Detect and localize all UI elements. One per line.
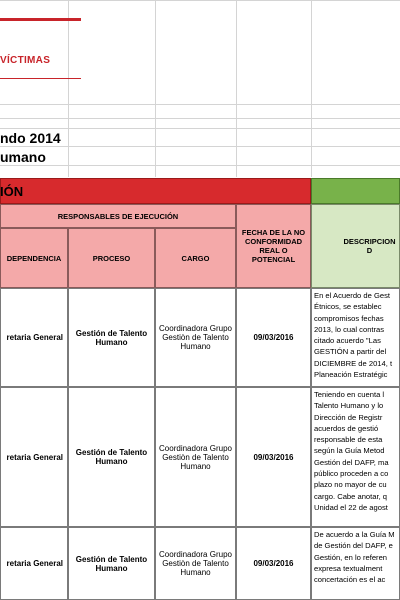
table-cell-fecha: 09/03/2016	[236, 527, 311, 600]
gridline	[0, 104, 400, 105]
table-cell-proceso: Gestión de Talento Humano	[68, 527, 155, 600]
execution-section-band	[0, 178, 311, 204]
responsables-header: RESPONSABLES DE EJECUCIÓN	[0, 204, 236, 228]
column-header-proceso: PROCESO	[68, 228, 155, 288]
gridline	[311, 0, 312, 177]
logo-text: VÍCTIMAS	[0, 55, 51, 66]
table-cell-descripcion: Teniendo en cuenta l Talento Humano y lo Dirección de Registr acuerdos de gestió responsable de esta según la Guía Metod Gestión del DAFP, ma público proceden a co plazo no mayor de cu cargo. Cabe anotar, q Unidad el 22 de agost	[311, 387, 400, 527]
table-cell-dependencia: retaria General	[0, 527, 68, 600]
column-header-dependencia: DEPENDENCIA	[0, 228, 68, 288]
table-cell-fecha: 09/03/2016	[236, 288, 311, 387]
table-cell-dependencia: retaria General	[0, 288, 68, 387]
logo-underline	[0, 78, 81, 79]
gridline	[68, 0, 69, 177]
sheet-subtitle: umano	[0, 149, 46, 165]
table-cell-descripcion: En el Acuerdo de Gest Étnicos, se establec compromisos fechas 2013, lo cual contras citado acuerdo "Las GESTIÓN a partir del DICIEMBRE de 2014, t Planeación Estratégic	[311, 288, 400, 387]
table-cell-cargo: Coordinadora Grupo Gestiòn de Talento Humano	[155, 288, 236, 387]
column-header-fecha: FECHA DE LA NO CONFORMIDAD REAL O POTENCIAL	[236, 204, 311, 288]
table-cell-cargo: Coordinadora Grupo Gestiòn de Talento Humano	[155, 527, 236, 600]
gridline	[0, 165, 400, 166]
logo-bar	[0, 18, 81, 21]
table-cell-descripcion: De acuerdo a la Guía M de Gestión del DAFP, e Gestión, en lo referen expresa textualment concertación es el ac	[311, 527, 400, 600]
table-cell-dependencia: retaria General	[0, 387, 68, 527]
table-cell-proceso: Gestión de Talento Humano	[68, 288, 155, 387]
table-cell-proceso: Gestión de Talento Humano	[68, 387, 155, 527]
sheet-title: ndo 2014	[0, 130, 61, 146]
execution-section-label: IÓN	[0, 184, 24, 199]
gridline	[236, 0, 237, 177]
gridline	[0, 118, 400, 119]
table-cell-cargo: Coordinadora Grupo Gestiòn de Talento Humano	[155, 387, 236, 527]
column-header-descripcion: DESCRIPCION D	[311, 204, 400, 288]
gridline	[0, 0, 400, 1]
gridline	[155, 0, 156, 177]
table-cell-fecha: 09/03/2016	[236, 387, 311, 527]
gridline	[0, 146, 400, 147]
gridline	[0, 128, 400, 129]
column-header-cargo: CARGO	[155, 228, 236, 288]
description-section-band	[311, 178, 400, 204]
